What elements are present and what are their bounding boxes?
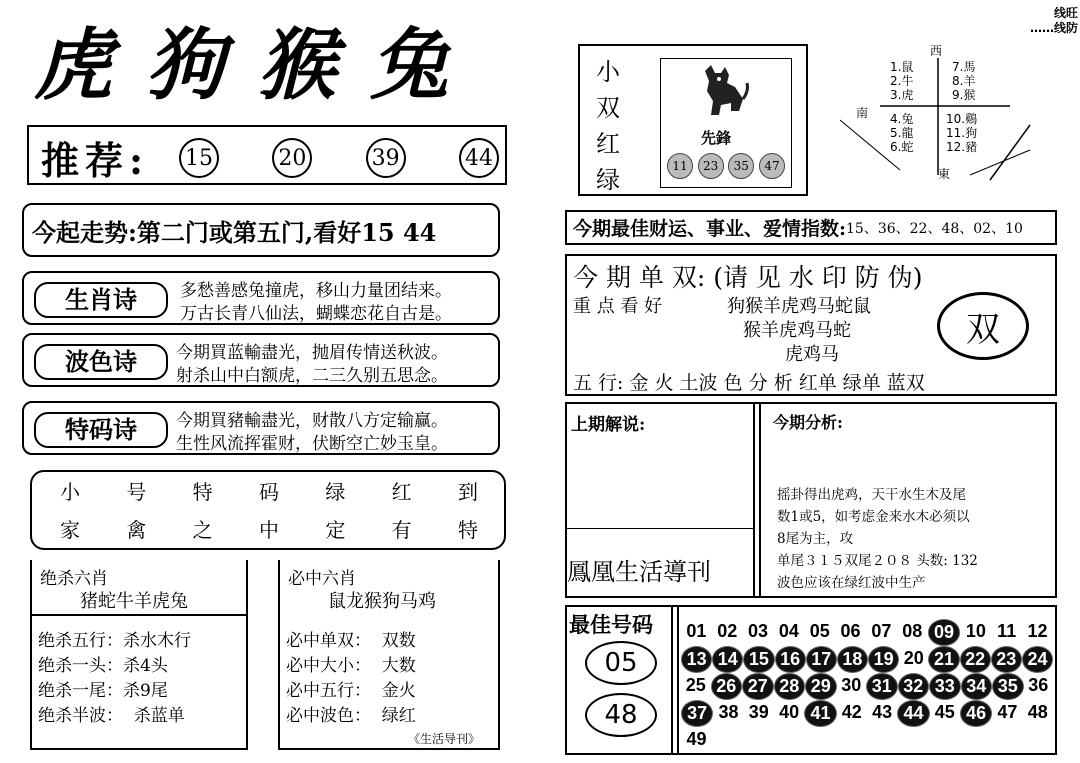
best-grid-number: 38 [718,702,739,722]
poem-label: 波色诗 [34,344,168,380]
best-grid-number: 33 [929,673,961,700]
best-grid-number: 34 [961,673,993,700]
zodiac-item: 5.龍 [890,126,914,140]
kill-six-title: 绝杀六肖 [40,569,108,589]
trend-box [22,203,500,257]
kill-divider [32,614,248,616]
note-line-2: ……线防 [1029,21,1078,35]
index-values: 15、36、22、48、02、10 [846,220,1023,237]
recommend-number: 15 [179,138,219,178]
kill-six-value: 猪蛇牛羊虎兔 [80,591,188,612]
best-grid-number: 48 [1027,702,1048,722]
xiao-char: 红 [596,130,620,158]
zodiac-item: 4.兔 [890,112,914,126]
odd-even-line: 狗猴羊虎鸡马蛇鼠 [727,296,871,317]
zodiac-item: 7.馬 [952,60,976,74]
xiao-char: 绿 [596,166,620,194]
best-grid-number: 10 [965,621,986,641]
dog-icon [691,61,751,121]
xiao-number: 35 [728,153,754,179]
kill-line: 绝杀一头：杀4头 [38,656,168,676]
best-grid-number: 45 [934,702,955,722]
best-grid-row [681,700,1053,727]
must-six-title: 必中六肖 [288,569,356,589]
analysis-line: 数1或5，如考虑金来水木必须以 [777,509,970,525]
phrase-char: 有 [391,518,412,542]
analysis-vline [759,404,761,596]
zodiac-item: 10.鷄 [946,112,978,126]
zodiac-item: 11.狗 [946,126,978,140]
odd-even-title: 今 期 单 双: (请 见 水 印 防 伪) [573,263,923,292]
must-line: 必中五行： 金火 [286,681,416,701]
must-line: 必中波色： 绿红 [286,706,416,726]
analysis-line: 单尾３１５双尾２０８ 头数: 132 [777,553,978,569]
best-grid-number: 49 [686,729,707,749]
must-source: 《生活导刊》 [408,732,481,746]
index-label: 今期最佳财运、事业、爱情指数: [573,218,847,240]
poem-line: 今期買豬輸盡光，财散八方定输赢。 [176,411,448,431]
best-grid-row [681,727,1053,751]
compass-east: 東 [938,167,951,181]
must-six-value: 鼠龙猴狗马鸡 [328,591,436,612]
kill-line: 绝杀五行：杀水木行 [38,631,191,651]
recommend-numbers [179,138,499,178]
best-grid-number: 37 [681,700,713,727]
analysis-line: 8尾为主，攻 [777,531,854,547]
best-grid-number: 08 [902,621,923,641]
best-grid-number: 26 [711,673,743,700]
best-grid-number: 04 [778,621,799,641]
best-grid-number: 30 [841,675,862,695]
recommend-label: 推荐: [41,138,150,183]
phrase-box [30,470,506,550]
best-grid-number: 17 [806,646,837,673]
poem-line: 今期買蓝輸盡光，抛眉传情送秋波。 [176,343,448,363]
best-divider [671,607,673,753]
poem-line: 生性风流挥霍财，伏断空亡妙玉皇。 [176,434,448,454]
best-grid-row [681,619,1053,646]
recommend-number: 20 [272,138,312,178]
zodiac-item: 9.猴 [952,88,976,102]
compass-west: 西 [930,44,943,58]
best-grid-number: 18 [837,646,868,673]
best-grid-number: 43 [872,702,893,722]
xiao-inner-box [660,58,792,188]
best-grid-number: 16 [775,646,806,673]
best-grid-number: 25 [685,675,706,695]
best-grid-number: 29 [805,673,837,700]
best-grid-number: 03 [748,621,769,641]
odd-even-badge: 双 [937,292,1029,360]
last-divider [567,528,753,529]
poem-box-special [22,401,500,455]
best-divider [677,607,679,753]
odd-even-focus-label: 重 点 看 好 [573,296,663,317]
phrase-char: 之 [192,518,213,542]
odd-even-line: 猴羊虎鸡马蛇 [743,320,851,341]
odd-even-box [565,254,1057,396]
xiao-numbers [667,153,785,179]
best-grid-number: 23 [991,646,1022,673]
phrase-char: 号 [126,480,147,504]
last-label: 上期解说: [571,415,646,435]
poem-box-wave [22,333,500,387]
best-grid-number: 07 [871,621,892,641]
best-grid-number: 32 [898,673,930,700]
best-grid-row [681,673,1053,700]
kill-panel [30,560,248,750]
best-grid-number: 24 [1022,646,1053,673]
must-line: 必中单双： 双数 [286,631,416,651]
xiao-number: 47 [759,153,785,179]
odd-even-five: 五 行: 金 火 土波 色 分 析 红单 绿单 蓝双 [573,372,925,394]
best-grid-number: 12 [1027,621,1048,641]
best-grid-number: 28 [774,673,806,700]
xiao-chars [596,54,620,198]
zodiac-item: 12.豬 [946,140,978,154]
recommend-box [27,125,507,185]
zodiac-item: 6.蛇 [890,140,914,154]
poem-label: 生肖诗 [34,282,168,318]
best-grid-number: 42 [841,702,862,722]
recommend-number: 44 [459,138,499,178]
best-grid-number: 27 [742,673,774,700]
best-grid-number: 35 [992,673,1024,700]
best-grid-number: 15 [743,646,774,673]
compass [840,40,1050,190]
note-line-1: 线旺 [1053,6,1078,20]
compass-left-bottom [890,112,913,154]
zodiac-item: 8.羊 [952,74,976,88]
xiao-char: 双 [596,94,620,122]
analysis-line: 摇卦得出虎鸡，天干水生木及尾 [777,487,966,503]
best-grid-number: 40 [779,702,800,722]
best-grid-number: 19 [868,646,899,673]
best-grid-number: 20 [903,648,924,668]
xiao-number: 23 [698,153,724,179]
analysis-line: 波色应该在绿红波中生产 [777,575,926,591]
best-grid-number: 21 [928,646,959,673]
poem-line: 万古长青八仙法，蝴蝶恋花自古是。 [180,304,452,324]
best-grid-number: 22 [960,646,991,673]
best-grid-number: 11 [997,621,1017,641]
zodiac-item: 2.牛 [890,74,914,88]
best-grid-number: 46 [960,700,992,727]
phrase-char: 定 [325,518,346,542]
xiao-number: 11 [667,153,693,179]
trend-text: 今起走势:第二门或第五门,看好15 44 [32,217,437,247]
poem-label: 特码诗 [34,412,168,448]
phrase-char: 到 [457,480,478,504]
poem-line: 射杀山中白额虎，二三久别五思念。 [176,366,448,386]
best-grid-number: 44 [897,700,929,727]
top-right-note [1000,6,1078,36]
best-grid-number: 41 [804,700,836,727]
phrase-char: 禽 [126,518,147,542]
must-panel [278,560,500,750]
best-label: 最佳号码 [569,612,653,637]
index-box [565,210,1057,245]
best-grid-number: 47 [997,702,1018,722]
best-grid-number: 06 [840,621,861,641]
best-grid-number: 02 [717,621,738,641]
compass-left-top [890,60,913,102]
phrase-row-2 [60,514,478,543]
zodiac-item: 3.虎 [890,88,914,102]
phrase-char: 码 [258,480,279,504]
odd-even-line: 虎鸡马 [785,344,839,365]
best-box [565,605,1057,755]
best-grid-number: 13 [681,646,712,673]
best-grid-row [681,646,1053,673]
best-number-grid [681,619,1053,751]
best-grid-number: 09 [928,619,961,646]
xiao-box [578,44,808,196]
best-grid-number: 36 [1028,675,1049,695]
zodiac-item: 1.鼠 [890,60,914,74]
phrase-char: 绿 [325,480,346,504]
kill-line: 绝杀一尾：杀9尾 [38,681,168,701]
phrase-char: 特 [457,518,478,542]
phrase-char: 特 [192,480,213,504]
analysis-vline [753,404,755,596]
phrase-char: 小 [60,480,80,504]
compass-right-bottom [946,112,977,154]
best-grid-number: 05 [809,621,830,641]
best-grid-number: 31 [866,673,898,700]
best-grid-number: 14 [712,646,743,673]
phrase-row-1 [60,476,478,505]
compass-right-top [952,60,975,102]
compass-south: 南 [856,106,869,120]
this-label: 今期分析: [773,413,843,432]
analysis-box [565,402,1057,598]
must-line: 必中大小： 大数 [286,656,416,676]
best-pick: 05 [585,641,657,685]
best-grid-number: 39 [748,702,769,722]
analysis-lines [777,484,978,594]
poem-line: 多愁善感兔撞虎，移山力量团结来。 [180,281,452,301]
poem-box-zodiac [22,271,500,325]
xiao-caption: 先鋒 [701,129,732,147]
brand-text: 鳳凰生活導刊 [567,558,711,586]
phrase-char: 中 [258,518,279,542]
best-pick: 48 [585,693,657,737]
phrase-char: 红 [391,480,412,504]
kill-line: 绝杀半波： 杀蓝单 [38,706,185,726]
phrase-char: 家 [60,518,80,542]
recommend-number: 39 [366,138,406,178]
page-title: 虎狗猴兔 [34,20,483,111]
xiao-char: 小 [596,58,620,86]
best-grid-number: 01 [686,621,707,641]
